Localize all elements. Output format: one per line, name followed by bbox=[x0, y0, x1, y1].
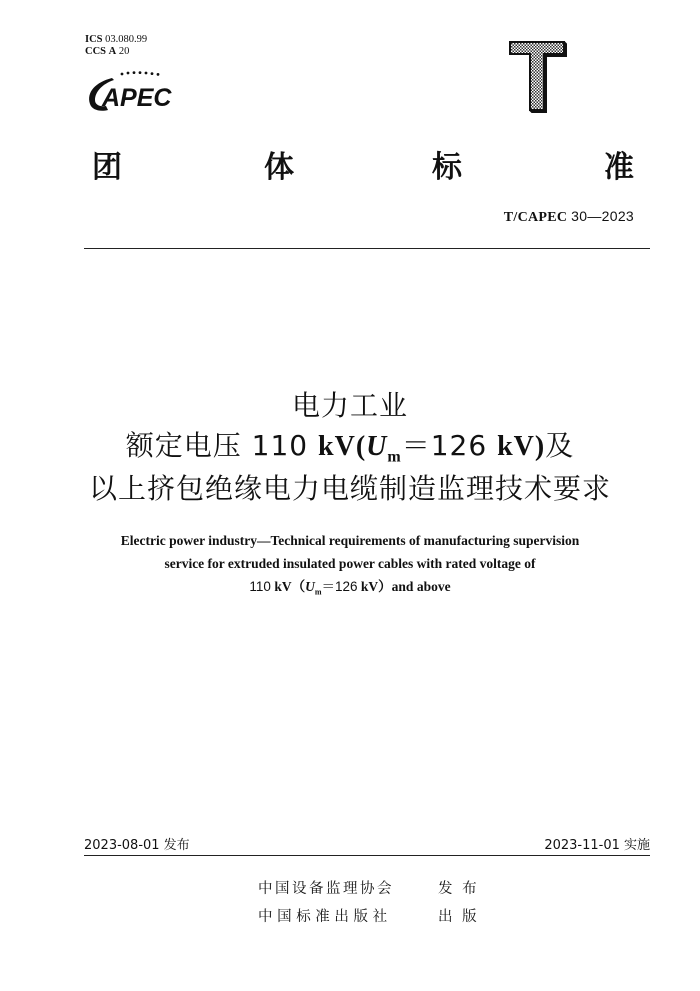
issue-date: 2023-08-01 发布 bbox=[84, 838, 190, 853]
ics-line: ICS 03.080.99 bbox=[85, 34, 148, 45]
publisher-role: 发 布 bbox=[438, 881, 480, 897]
capec-logo-graphic bbox=[82, 70, 192, 114]
title-en-line1: Electric power industry—Technical requirements of manufacturing supervision bbox=[120, 533, 580, 548]
title-en-line3: 110 $kV(U_m=126$ kV）and above bbox=[249, 579, 451, 597]
top-divider bbox=[84, 248, 650, 249]
logo-text: APEC bbox=[102, 84, 172, 112]
ccs-line: CCS A 20 bbox=[85, 46, 130, 57]
standard-type-heading bbox=[92, 142, 652, 185]
classification-block bbox=[85, 34, 147, 58]
standard-number: T/CAPEC 30—2023 bbox=[503, 208, 634, 225]
standard-type-char: 准 bbox=[604, 150, 634, 185]
publisher-name: 中国设备监理协会 bbox=[258, 881, 394, 897]
publisher-name: 中国标准出版社 bbox=[258, 909, 392, 925]
bottom-divider bbox=[84, 855, 650, 856]
title-cn-line3: 以上挤包绝缘电力电缆制造监理技术要求 bbox=[88, 472, 611, 505]
implementation-date: 2023-11-01 实施 bbox=[544, 838, 650, 853]
capec-logo bbox=[82, 70, 192, 114]
publisher-role: 出 版 bbox=[438, 909, 480, 925]
t-letter-graphic bbox=[508, 40, 568, 114]
title-en bbox=[0, 529, 700, 604]
standard-type-char: 体 bbox=[264, 150, 294, 185]
title-cn-line2: 额定电压 110 $kV(U_m=126$ kV)及 bbox=[125, 429, 575, 466]
standard-type-mark bbox=[508, 40, 568, 114]
title-cn-line1: 电力工业 bbox=[291, 389, 408, 422]
standard-type-char: 标 bbox=[432, 150, 462, 185]
title-en-line2: service for extruded insulated power cables with rated voltage of bbox=[164, 556, 536, 571]
standard-type-char: 团 bbox=[92, 150, 122, 185]
